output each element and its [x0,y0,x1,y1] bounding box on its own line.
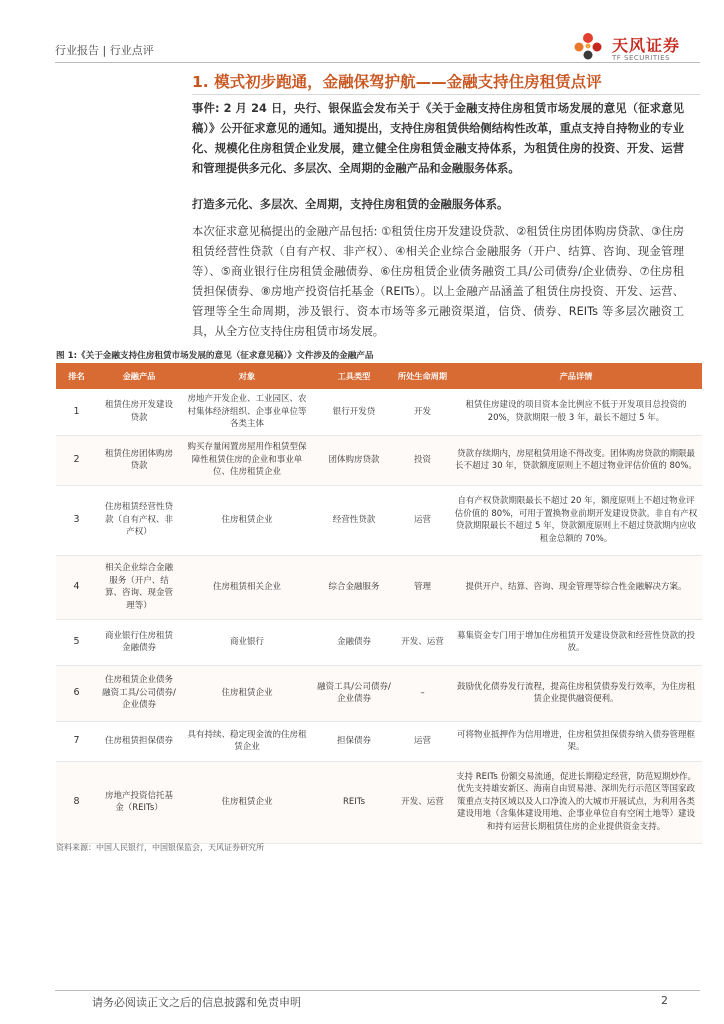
table-row [56,485,702,555]
cell-lifecycle: – [395,665,450,721]
header-lifecycle: 所处生命周期 [395,363,450,389]
cell-target: 住房租赁企业 [181,665,313,721]
cell-rank: 1 [56,389,97,435]
cell-target: 房地产开发企业、工业园区、农村集体经济组织、企事业单位等各类主体 [181,389,313,435]
cell-tool-type: 团体购房贷款 [313,435,395,485]
cell-rank: 3 [56,485,97,555]
cell-rank: 4 [56,555,97,619]
tf-logo-icon [570,28,606,64]
figure-source: 资料来源：中国人民银行，中国银保监会，天风证券研究所 [56,843,264,852]
table-row [56,721,702,761]
cell-product: 住房租赁企业债务融资工具/公司债券/企业债券 [97,665,181,721]
table-row [56,435,702,485]
financial-products-table [56,363,702,844]
cell-details: 自有产权贷款期限最长不超过 20 年，额度原则上不超过物业评估价值的 80%，可用于置换物业前期开发建设贷款。非自有产权贷款期限最长不超过 5 年，贷款额度原则上不超过贷款期内应收租金总额的 70%。 [450,485,702,555]
cell-details: 募集资金专门用于增加住房租赁开发建设贷款和经营性贷款的投放。 [450,619,702,665]
cell-details: 鼓励优化债券发行流程，提高住房租赁债券发行效率，为住房租赁企业提供融资便利。 [450,665,702,721]
cell-rank: 5 [56,619,97,665]
cell-lifecycle: 运营 [395,485,450,555]
cell-product: 租赁住房团体购房贷款 [97,435,181,485]
logo-name: 天风证券 [612,36,681,55]
section-title: 1. 模式初步跑通，金融保驾护航——金融支持住房租赁点评 [192,73,602,91]
cell-rank: 6 [56,665,97,721]
cell-lifecycle: 开发、运营 [395,619,450,665]
logo-subtitle: TF SECURITIES [612,54,671,62]
table-row [56,665,702,721]
cell-tool-type: 融资工具/公司债券/企业债券 [313,665,395,721]
cell-product: 商业银行住房租赁金融债券 [97,619,181,665]
table-row [56,761,702,843]
cell-target: 购买存量闲置房屋用作租赁型保障性租赁住房的企业和事业单位、住房租赁企业 [181,435,313,485]
disclaimer-text: 请务必阅读正文之后的信息披露和免责申明 [92,996,301,1009]
table-header-row [56,363,702,389]
cell-target: 住房租赁相关企业 [181,555,313,619]
cell-rank: 8 [56,761,97,843]
header-tool-type: 工具类型 [313,363,395,389]
highlight-paragraph: 打造多元化、多层次、全周期，支持住房租赁的金融服务体系。 [192,198,509,211]
body-paragraph: 本次征求意见稿提出的金融产品包括: ①租赁住房开发建设贷款、②租赁住房团体购房贷款、③住房租赁经营性贷款（自有产权、非产权）、④相关企业综合金融服务（开户、结算、咨询、现金管理等）、⑤商业银行住房租赁金融债券、⑥住房租赁企业债务融资工具/公司债券/企业债券、⑦住房租赁担保债券、⑧房地产投资信托基金（REITs）。以上金融产品涵盖了租赁住房投资、开发、运营、管理等全生命周期，涉及银行、资本市场等多元融资渠道，信贷、债券、REITs 等多层次融资工具，从全方位支持住房租赁市场发展。 [192,225,684,338]
cell-tool-type: REITs [313,761,395,843]
cell-target: 住房租赁企业 [181,485,313,555]
footer-divider [55,990,700,991]
cell-rank: 2 [56,435,97,485]
page-number: 2 [661,994,668,1007]
header-target: 对象 [181,363,313,389]
cell-target: 住房租赁企业 [181,761,313,843]
cell-tool-type: 金融债券 [313,619,395,665]
cell-tool-type: 担保债券 [313,721,395,761]
cell-lifecycle: 管理 [395,555,450,619]
cell-details: 支持 REITs 份额交易流通，促进长期稳定经营，防范短期炒作。优先支持雄安新区、海南自由贸易港、深圳先行示范区等国家政策重点支持区域以及人口净流入的大城市开展试点，为利用各类建设用地（含集体建设用地、企事业单位自有空闲土地等）建设和持有运营长期租赁住房的企业提供资金支持。 [450,761,702,843]
cell-target: 具有持续、稳定现金流的住房租赁企业 [181,721,313,761]
cell-tool-type: 银行开发贷 [313,389,395,435]
cell-tool-type: 综合金融服务 [313,555,395,619]
cell-rank: 7 [56,721,97,761]
cell-product: 相关企业综合金融服务（开户、结算、咨询、现金管理等） [97,555,181,619]
header-product: 金融产品 [97,363,181,389]
cell-details: 可将物业抵押作为信用增进，住房租赁担保债券纳入债券管理框架。 [450,721,702,761]
cell-lifecycle: 运营 [395,721,450,761]
cell-product: 住房租赁担保债券 [97,721,181,761]
header-divider [55,62,700,63]
header-details: 产品详情 [450,363,702,389]
report-type-label: 行业报告 | 行业点评 [55,44,154,57]
cell-lifecycle: 开发 [395,389,450,435]
cell-lifecycle: 开发、运营 [395,761,450,843]
cell-details: 贷款存续期内，房屋租赁用途不得改变。团体购房贷款的期限最长不超过 30 年，贷款额度原则上不超过物业评估价值的 80%。 [450,435,702,485]
cell-details: 提供开户、结算、咨询、现金管理等综合性金融解决方案。 [450,555,702,619]
cell-target: 商业银行 [181,619,313,665]
event-paragraph: 事件: 2 月 24 日，央行、银保监会发布关于《关于金融支持住房租赁市场发展的意见（征求意见稿）》公开征求意见的通知。通知提出，支持住房租赁供给侧结构性改革，重点支持自持物业的专业化、规模化住房租赁企业发展，建立健全住房租赁金融支持体系，为租赁住房的投资、开发、运营和管理提供多元化、多层次、全周期的金融产品和金融服务体系。 [192,102,684,175]
table-row [56,389,702,435]
cell-lifecycle: 投资 [395,435,450,485]
header-rank: 排名 [56,363,97,389]
table-row [56,619,702,665]
figure-title: 图 1:《关于金融支持住房租赁市场发展的意见（征求意见稿）》文件涉及的金融产品 [56,351,374,361]
cell-product: 房地产投资信托基金（REITs） [97,761,181,843]
cell-tool-type: 经营性贷款 [313,485,395,555]
cell-product: 住房租赁经营性贷款（自有产权、非产权） [97,485,181,555]
table-row [56,555,702,619]
cell-product: 租赁住房开发建设贷款 [97,389,181,435]
title-divider [192,94,700,95]
cell-details: 租赁住房建设的项目资本金比例应不低于开发项目总投资的 20%，贷款期限一般 3 年，最长不超过 5 年。 [450,389,702,435]
